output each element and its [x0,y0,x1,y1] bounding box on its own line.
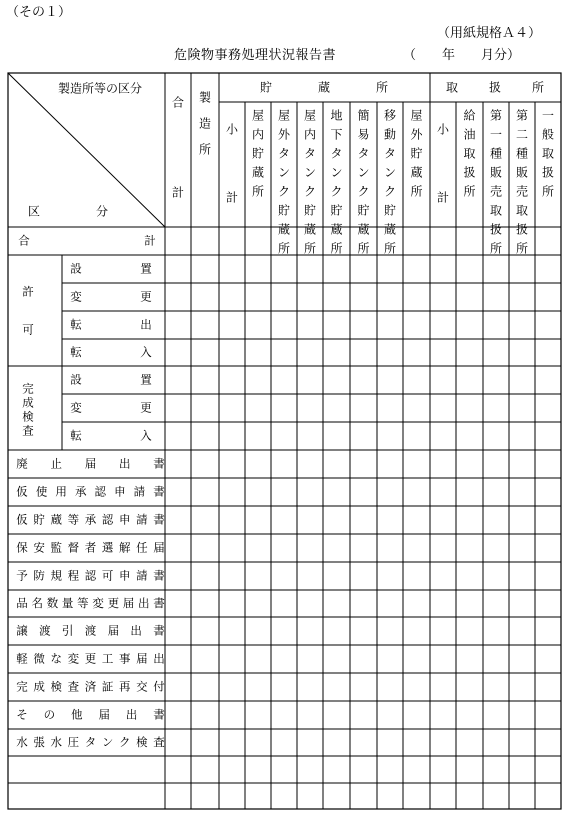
storage-col-header: タ [357,146,370,161]
storage-col-header: 蔵 [383,222,397,237]
col-header-factory: 造 [198,116,212,131]
col-header-factory: 製 [198,90,212,105]
row-group-permit: 可 [22,322,34,337]
row-label: 届 [153,540,165,555]
row-label: 引 [61,623,74,638]
handling-col-header: 販 [515,165,529,180]
handling-col-header: 販 [489,165,503,180]
col-header-factory: 所 [198,142,212,157]
row-label: 書 [153,568,165,583]
row-label-permit: 出 [140,317,152,332]
row-label: 量 [61,596,74,610]
row-group-inspection: 成 [22,395,34,410]
row-label: 保 [16,540,28,555]
row-label: 任 [136,540,148,555]
row-label: 付 [153,679,165,694]
handling-col-header: 二 [515,127,529,142]
row-label: 請 [133,484,146,499]
storage-col-header: 蔵 [330,222,343,237]
row-label: 可 [101,568,114,583]
row-label: 廃 [16,456,28,471]
handling-col-header: 所 [463,184,476,199]
storage-group-header: 蔵 [317,80,331,95]
storage-col-header: 外 [410,127,423,142]
handling-col-header: 種 [515,146,529,161]
row-label: 工 [101,651,114,666]
row-label: 請 [136,568,148,583]
row-label: 書 [153,512,165,527]
handling-col-header: 取 [489,203,503,218]
storage-col-header: 所 [330,241,343,256]
row-label: 出 [138,596,150,610]
storage-col-header: 内 [251,127,265,142]
storage-col-header: ク [330,184,343,199]
storage-col-header: 内 [303,127,317,142]
row-group-inspection: 完 [22,381,34,396]
handling-col-header: 扱 [489,222,503,237]
storage-col-header: 所 [277,241,291,256]
row-label: 程 [67,568,80,583]
row-label: 申 [119,512,131,527]
storage-col-header: 屋 [410,108,423,123]
handling-col-header: 取 [515,203,529,218]
storage-col-header: 屋 [303,108,317,123]
row-label: 仮 [16,484,28,499]
row-label: ン [101,735,114,749]
row-label: 予 [16,568,28,583]
storage-col-header: 貯 [357,203,370,218]
row-label: 出 [130,623,142,638]
row-label: 届 [107,623,120,638]
row-label: 使 [35,484,48,499]
row-label: 渡 [39,623,51,638]
storage-col-header: 易 [357,127,370,142]
row-label: 出 [153,651,165,666]
row-label: 承 [84,512,97,527]
storage-col-header: 所 [357,241,370,256]
row-label: 査 [67,679,80,694]
handling-col-header: 扱 [541,165,555,180]
storage-col-header: ク [357,184,370,199]
row-label: 承 [74,484,87,499]
handling-col-header: 第 [489,108,503,123]
row-label: 届 [122,596,135,610]
storage-col-header: 貯 [410,146,423,161]
storage-col-header: 蔵 [303,222,317,237]
row-label: 選 [101,540,114,555]
row-label-inspection: 変 [70,400,82,415]
row-label: 証 [101,679,114,694]
corner-label-bottom: 区 [27,204,41,219]
row-label-inspection: 更 [140,400,152,415]
row-label: 認 [84,568,97,583]
row-label: 認 [101,512,114,527]
row-label: 名 [31,596,43,610]
row-label: 防 [33,568,45,583]
handling-col-header: 油 [463,127,476,142]
storage-col-header: 貯 [303,203,317,218]
storage-col-header: 貯 [383,203,397,218]
storage-col-header: 屋 [277,108,291,123]
handling-group-header: 扱 [488,80,502,95]
row-group-permit: 許 [22,284,34,299]
handling-col-header: 売 [515,184,529,199]
paper-spec: （用紙規格Ａ４） [437,26,542,41]
handling-col-header: 売 [489,184,503,199]
row-label: 仮 [16,512,28,527]
row-label: 水 [50,735,62,749]
storage-col-header: 外 [277,127,291,142]
storage-col-header: ク [303,184,317,199]
row-label-inspection: 置 [140,372,152,387]
storage-group-header: 所 [375,80,389,95]
storage-col-header: 動 [383,127,397,142]
row-label: 出 [119,456,131,471]
handling-col-header: 種 [489,146,503,161]
storage-col-header: ン [383,165,397,180]
storage-col-header: タ [303,146,317,161]
row-label: 検 [136,735,148,749]
handling-col-header: 計 [436,190,450,205]
storage-col-header: 所 [383,241,397,256]
row-label-total: 計 [144,233,156,248]
handling-col-header: 小 [436,122,450,137]
row-label: 等 [77,596,89,610]
row-label-permit: 転 [70,317,82,332]
storage-col-header: 所 [303,241,317,256]
row-label: 数 [46,596,59,610]
row-label-inspection: 入 [140,428,152,443]
row-label: 完 [16,679,28,694]
storage-col-header: 簡 [357,108,370,123]
handling-col-header: 扱 [463,165,476,180]
table-frame [8,73,561,809]
row-label: 出 [125,707,138,722]
col-header-total: 計 [171,185,185,200]
row-label: 解 [119,540,131,555]
storage-col-header: 下 [330,127,343,142]
row-label-permit: 置 [140,261,152,276]
storage-col-header: 蔵 [251,165,265,180]
row-label: 書 [153,623,165,638]
report-period: （ 年 月分） [403,48,521,63]
handling-col-header: 一 [541,108,555,123]
handling-col-header: 取 [463,146,476,161]
row-label: 書 [153,456,165,471]
row-label: 督 [67,540,80,555]
row-label: 更 [84,651,97,666]
row-label-inspection: 設 [70,372,82,387]
handling-col-header: 第 [515,108,529,123]
storage-col-header: 地 [330,108,343,123]
row-label: 安 [33,540,45,555]
row-label: 貯 [33,512,45,527]
row-label: 成 [33,679,45,694]
row-label: 蔵 [50,512,62,527]
storage-col-header: 屋 [251,108,265,123]
row-label-permit: 転 [70,345,82,359]
row-label: 圧 [67,735,80,749]
row-label-permit: 変 [70,289,82,304]
row-label: 届 [98,707,110,722]
handling-group-header: 取 [445,80,459,95]
row-label: 監 [50,540,62,555]
storage-col-header: タ [277,146,291,161]
row-group-inspection: 査 [22,423,34,438]
row-label: な [50,651,62,666]
storage-col-header: 計 [225,190,239,205]
row-label-total: 合 [18,233,30,248]
storage-col-header: ク [277,184,291,199]
row-label: 変 [67,651,80,666]
row-label-permit: 入 [140,345,152,359]
row-label: 認 [94,484,107,499]
storage-col-header: 移 [383,108,397,123]
handling-col-header: 取 [541,146,555,161]
handling-col-header: 所 [489,241,503,256]
corner-label-bottom: 分 [95,204,109,219]
storage-col-header: 所 [410,184,423,199]
storage-col-header: ン [330,165,343,180]
storage-col-header: タ [330,146,343,161]
handling-col-header: 扱 [515,222,529,237]
row-group-inspection: 検 [22,409,34,424]
handling-col-header: 所 [541,184,555,199]
row-label: 更 [107,596,120,610]
corner-label-top: 製造所等の区分 [57,81,143,96]
row-label: 等 [67,512,80,527]
row-label: 軽 [16,651,28,666]
handling-group-header: 所 [531,80,545,95]
row-label: 微 [33,651,45,666]
row-label-permit: 更 [140,289,152,304]
row-label: 止 [50,456,62,471]
row-label: 交 [136,679,148,694]
row-label: 届 [136,651,148,666]
row-label: 者 [84,540,97,555]
row-label: そ [16,707,28,722]
storage-col-header: 蔵 [357,222,370,237]
part-label: （その１） [6,5,72,20]
row-label: 事 [119,651,131,666]
storage-col-header: ン [277,165,291,180]
row-label: 用 [55,484,67,499]
row-label: 水 [16,735,28,749]
report-title: 危険物事務処理状況報告書 [174,48,337,63]
row-label-inspection: 転 [70,428,82,443]
row-label: 書 [153,707,165,722]
row-label: 請 [136,512,148,527]
row-label: ク [119,735,131,749]
storage-col-header: ク [383,184,397,199]
row-label-permit: 設 [70,261,82,276]
storage-col-header: 蔵 [277,222,291,237]
row-label: 張 [33,735,45,749]
row-label: 申 [114,484,126,499]
row-label: 譲 [16,623,28,638]
row-label: 他 [71,707,83,722]
row-label: 査 [153,735,165,749]
storage-col-header: 小 [225,122,239,137]
row-label: 届 [84,456,97,471]
col-header-total: 合 [171,95,185,110]
handling-col-header: 給 [463,108,476,123]
row-label: 書 [153,596,165,610]
row-label: 品 [16,596,28,610]
row-label: 渡 [84,623,97,638]
row-label: 検 [50,679,62,694]
storage-col-header: タ [383,146,397,161]
storage-col-header: ン [357,165,370,180]
storage-col-header: 貯 [277,203,291,218]
row-label: 変 [92,596,104,610]
row-label: タ [84,735,97,749]
handling-col-header: 般 [541,127,555,142]
row-label: 規 [50,568,62,583]
storage-col-header: 貯 [251,146,265,161]
storage-group-header: 貯 [259,80,273,95]
storage-col-header: 蔵 [410,165,423,180]
storage-col-header: ン [303,165,317,180]
storage-col-header: 貯 [330,203,343,218]
row-label: 書 [153,484,165,499]
storage-col-header: 所 [251,184,265,199]
handling-col-header: 所 [515,241,529,256]
row-label: 再 [119,679,131,694]
row-label: 済 [84,679,97,694]
handling-col-header: 一 [489,127,503,142]
row-label: 申 [119,568,131,583]
row-label: の [43,707,56,722]
